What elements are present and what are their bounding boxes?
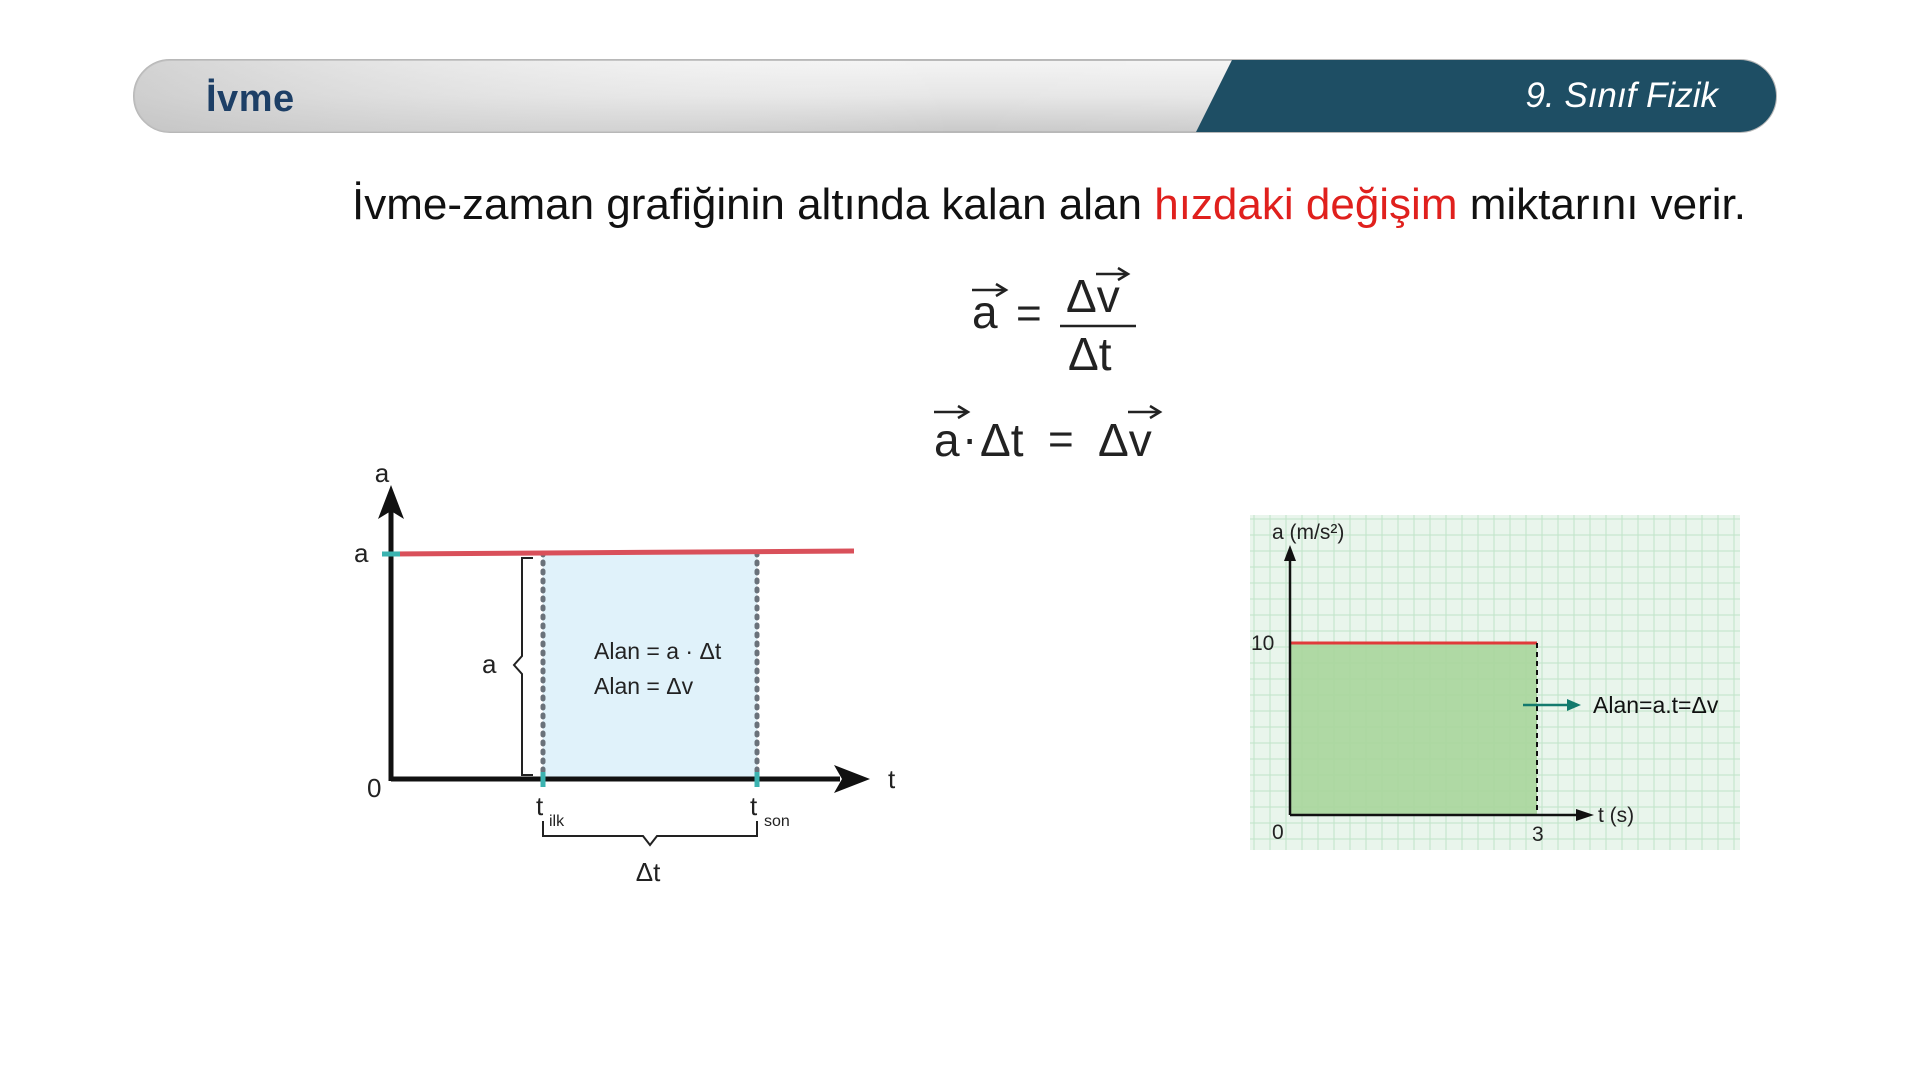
area-under-curve <box>543 553 757 778</box>
formula-acceleration <box>960 262 1160 382</box>
formula1-equals: = <box>1016 289 1042 338</box>
formula2-a: a <box>934 414 960 466</box>
y-axis-label: a <box>374 458 390 488</box>
chart-x-axis-label: t (s) <box>1598 804 1635 827</box>
delta-t-brace <box>543 821 757 845</box>
formula-velocity-change <box>926 398 1186 470</box>
statement-before: İvme-zaman grafiğinin altında kalan alan <box>352 180 1155 229</box>
statement-text <box>352 180 1746 230</box>
chart-y-axis-label: a (m/s²) <box>1272 521 1345 544</box>
height-brace <box>514 558 533 775</box>
acceleration-line <box>391 551 854 554</box>
header-bar <box>132 58 1778 134</box>
formula2-dt: Δt <box>980 414 1024 466</box>
graph-acceleration-generic <box>340 455 920 905</box>
delta-t-label: Δt <box>635 857 661 887</box>
course-label: 9. Sınıf Fizik <box>1525 76 1718 115</box>
chart-area <box>1290 643 1537 815</box>
area-formula-line1: Alan = a · Δt <box>594 638 722 664</box>
formula1-numerator: Δv <box>1066 270 1120 322</box>
t-end-label: t <box>750 791 758 821</box>
formula2-dv: Δv <box>1098 414 1152 466</box>
origin-label: 0 <box>367 773 382 803</box>
formula1-denominator: Δt <box>1068 328 1112 380</box>
height-label: a <box>482 649 497 679</box>
t-start-label: t <box>536 791 544 821</box>
x-axis-label: t <box>888 764 896 794</box>
page-title: İvme <box>206 78 295 120</box>
formula2-equals: = <box>1048 415 1074 464</box>
chart-annotation: Alan=a.t=Δv <box>1593 692 1719 718</box>
t-start-subscript: ilk <box>549 813 565 830</box>
statement-highlight: hızdaki değişim <box>1154 180 1458 229</box>
chart-x-tick-label: 3 <box>1532 823 1544 846</box>
chart-y-tick-label: 10 <box>1251 632 1275 655</box>
formula2-dot: · <box>962 412 978 464</box>
chart-acceleration-example <box>1250 515 1740 850</box>
formula1-lhs: a <box>972 286 998 338</box>
a-tick-label: a <box>354 538 369 568</box>
t-end-subscript: son <box>764 813 790 830</box>
area-formula-line2: Alan = Δv <box>594 673 694 699</box>
chart-origin-label: 0 <box>1272 821 1284 844</box>
statement-after: miktarını verir. <box>1457 180 1746 229</box>
